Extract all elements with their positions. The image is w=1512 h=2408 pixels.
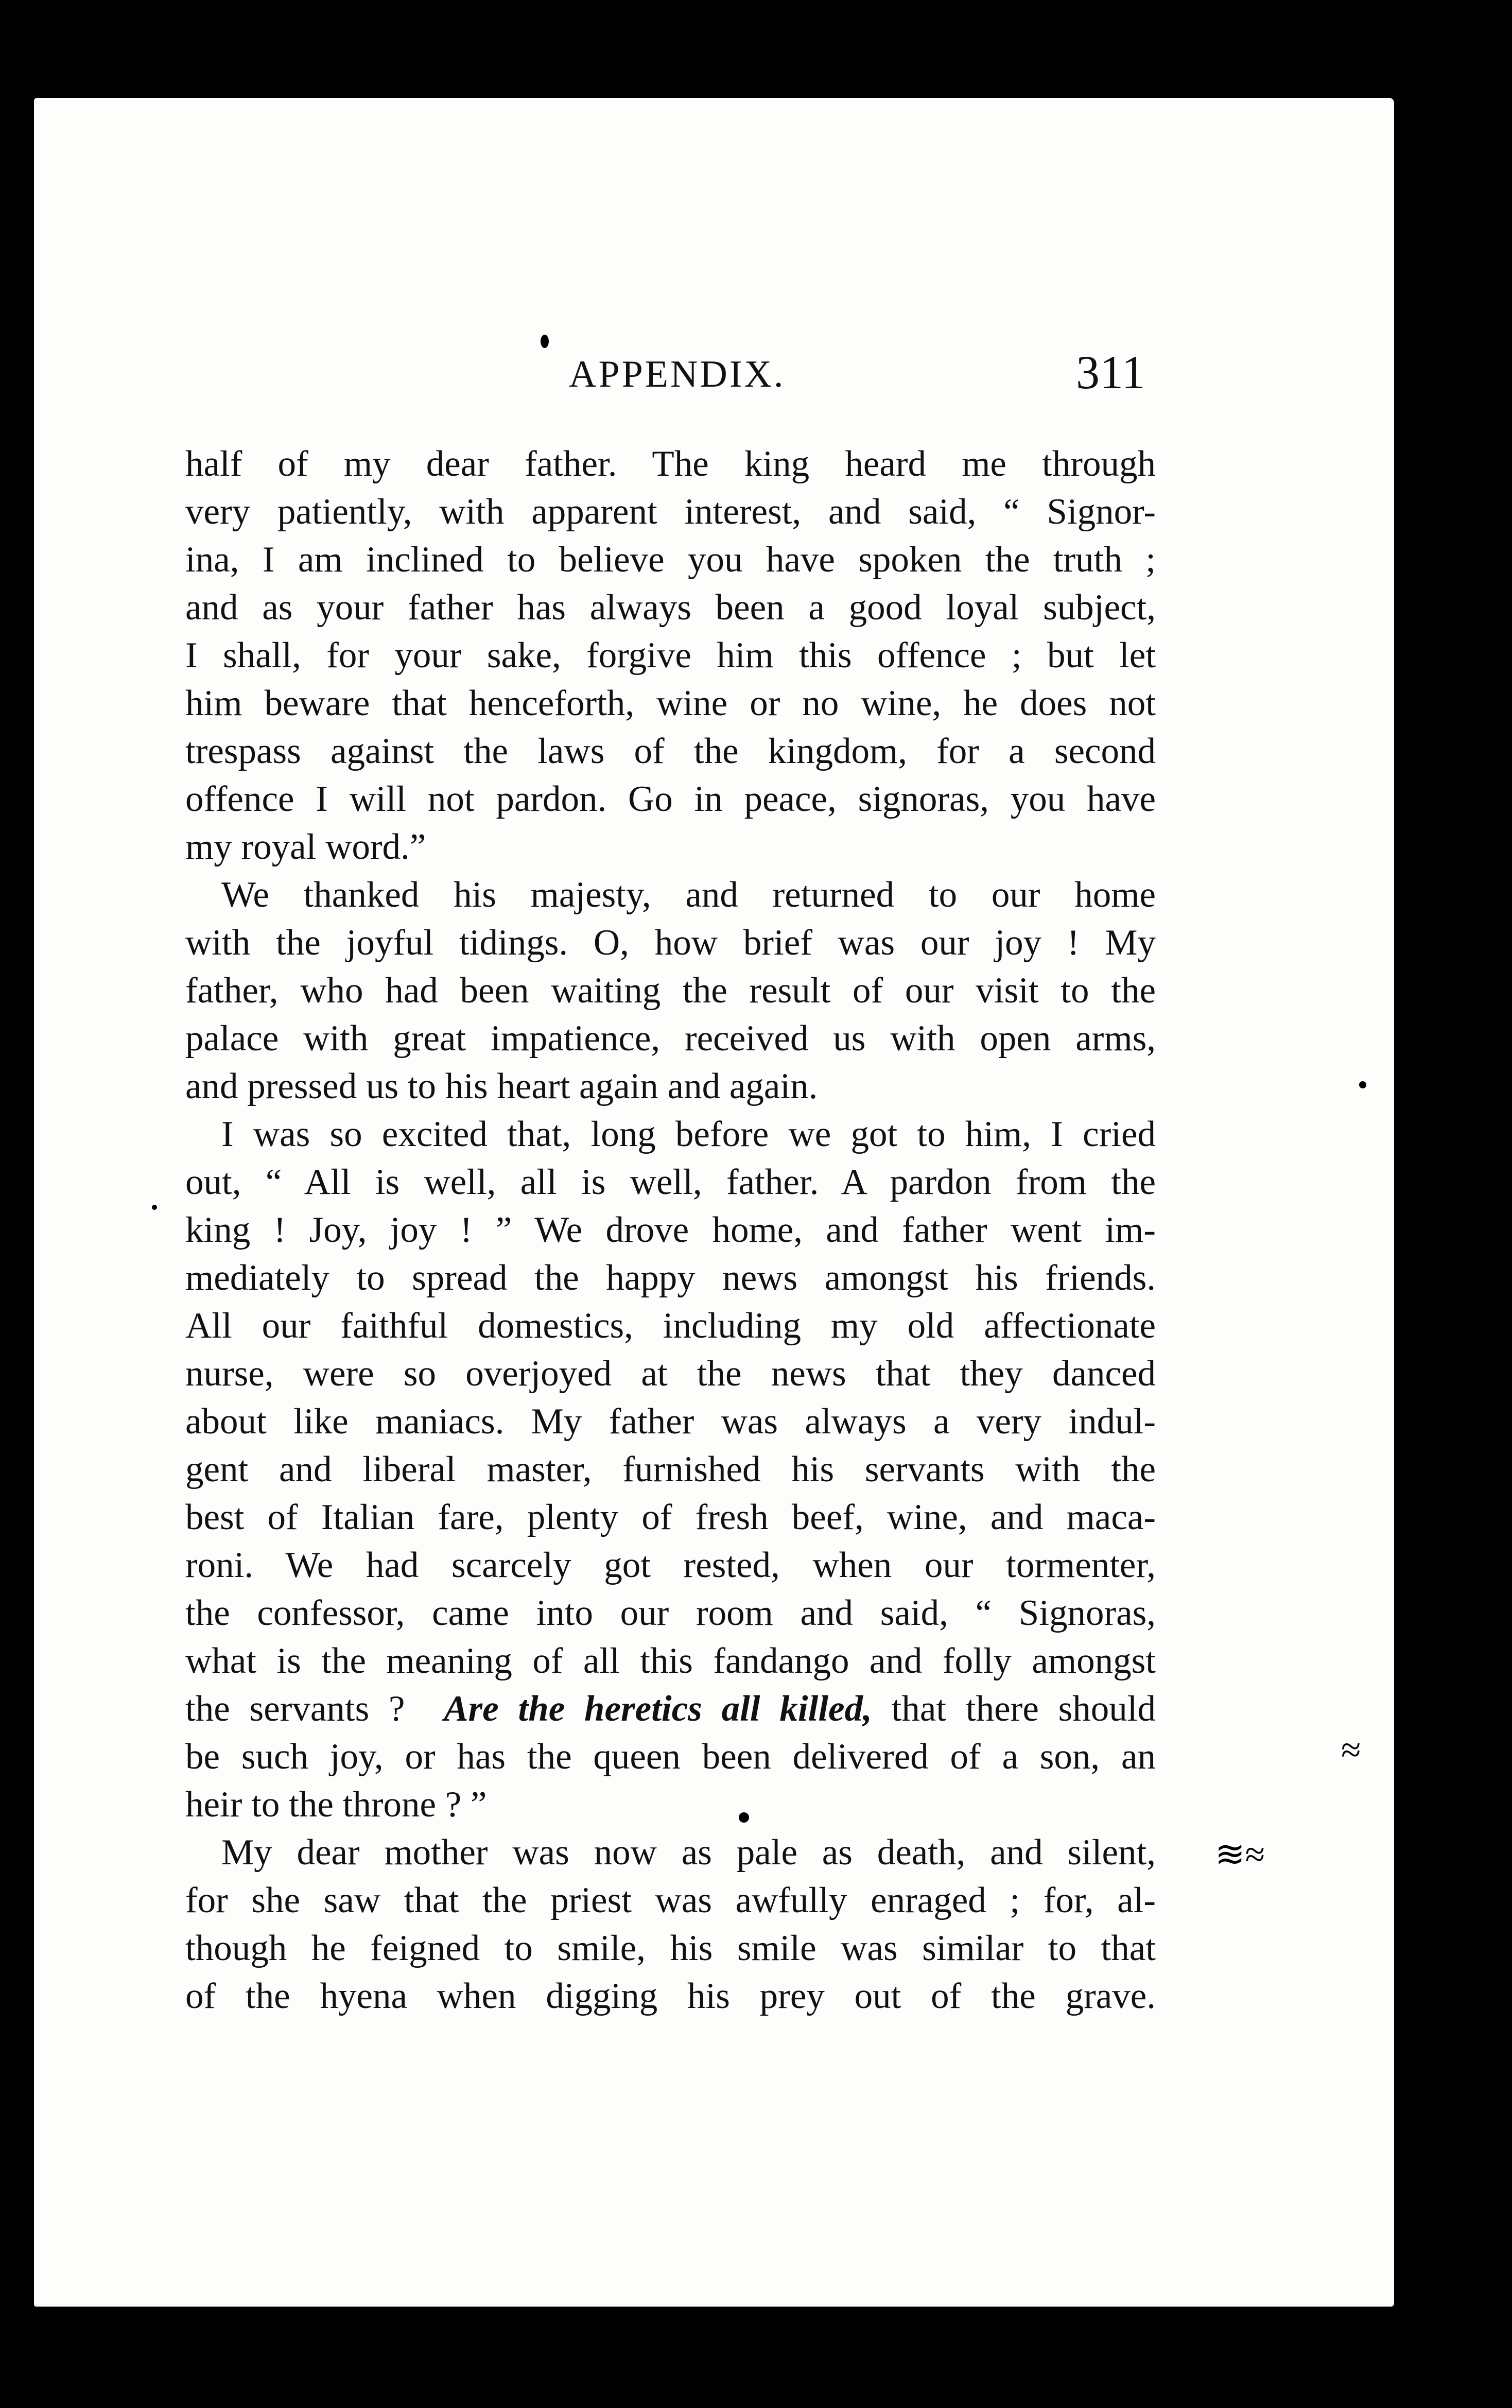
body-text	[185, 440, 1156, 2020]
text-line: about like maniacs. My father was always a very indul-	[185, 1401, 1156, 1442]
text-line: offence I will not pardon. Go in peace, signoras, you have	[185, 779, 1156, 819]
text-line: half of my dear father. The king heard me through	[185, 444, 1156, 484]
ink-speck	[541, 335, 549, 348]
margin-blemish-icon: ≈	[1341, 1730, 1361, 1770]
text-line: of the hyena when digging his prey out of the grave.	[185, 1976, 1156, 2016]
text-line: him beware that henceforth, wine or no wine, he does not	[185, 683, 1156, 723]
text-line: king ! Joy, joy ! ” We drove home, and father went im-	[185, 1210, 1156, 1250]
text-line: and pressed us to his heart again and again.	[185, 1066, 818, 1106]
text-segment: that there should	[891, 1689, 1156, 1729]
text-line: for she saw that the priest was awfully enraged ; for, al-	[185, 1880, 1156, 1920]
text-line: and as your father has always been a good loyal subject,	[185, 587, 1156, 628]
text-line: father, who had been waiting the result of our visit to the	[185, 971, 1156, 1011]
running-title: APPENDIX.	[569, 353, 786, 395]
text-line: heir to the throne ? ”	[185, 1785, 487, 1825]
text-segment: the servants ?	[185, 1689, 405, 1729]
text-line: nurse, were so overjoyed at the news that they danced	[185, 1354, 1156, 1394]
text-line: gent and liberal master, furnished his servants with the	[185, 1449, 1156, 1489]
text-line: trespass against the laws of the kingdom, for a second	[185, 731, 1156, 771]
text-line: palace with great impatience, received us with open arms,	[185, 1018, 1156, 1059]
text-line: with the joyful tidings. O, how brief was our joy ! My	[185, 923, 1156, 963]
ink-speck	[1359, 1081, 1366, 1088]
text-line: the confessor, came into our room and said, “ Signoras,	[185, 1593, 1156, 1633]
text-line: mediately to spread the happy news amongst his friends.	[185, 1258, 1156, 1298]
italic-phrase: Are the heretics all killed,	[444, 1689, 872, 1729]
text-line: my royal word.”	[185, 827, 426, 867]
text-line: best of Italian fare, plenty of fresh beef, wine, and maca-	[185, 1497, 1156, 1537]
text-line: what is the meaning of all this fandango and folly amongst	[185, 1641, 1156, 1681]
text-line: be such joy, or has the queen been delivered of a son, an	[185, 1737, 1156, 1777]
ink-speck	[739, 1812, 749, 1823]
text-line: I shall, for your sake, forgive him this offence ; but let	[185, 635, 1156, 675]
text-line: though he feigned to smile, his smile was similar to that	[185, 1928, 1156, 1968]
text-line: My dear mother was now as pale as death, and silent,	[221, 1832, 1156, 1873]
text-line-with-italic	[185, 1685, 1156, 1733]
page-number: 311	[1076, 346, 1145, 399]
text-line: ina, I am inclined to believe you have spoken the truth ;	[185, 540, 1156, 580]
margin-blemish-icon: ≋≈	[1215, 1835, 1265, 1875]
text-line: roni. We had scarcely got rested, when our tormenter,	[185, 1545, 1156, 1585]
text-line: I was so excited that, long before we got to him, I cried	[221, 1114, 1156, 1154]
text-line: We thanked his majesty, and returned to our home	[221, 875, 1156, 915]
ink-speck	[152, 1205, 157, 1210]
text-line: very patiently, with apparent interest, and said, “ Signor-	[185, 492, 1156, 532]
text-line: out, “ All is well, all is well, father. A pardon from the	[185, 1162, 1156, 1202]
text-line: All our faithful domestics, including my old affectionate	[185, 1306, 1156, 1346]
